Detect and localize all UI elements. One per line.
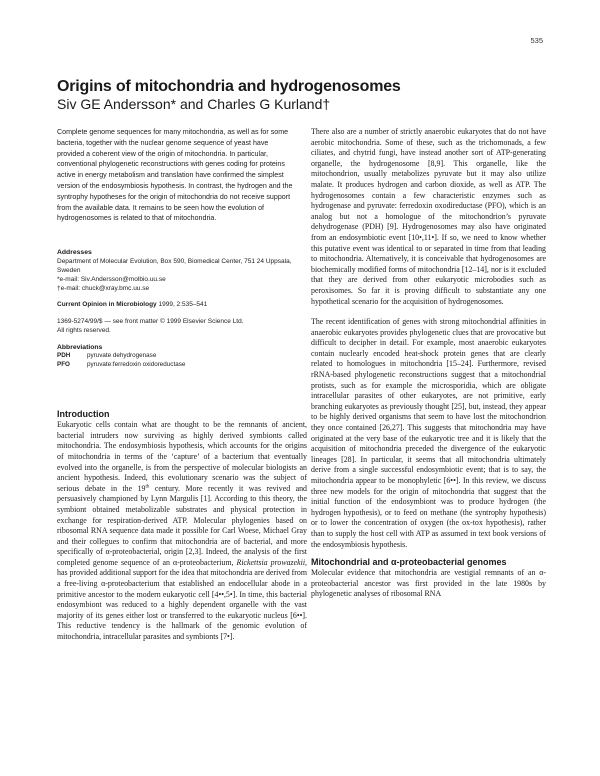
abbreviation-row [57, 361, 307, 370]
introduction-heading: Introduction [57, 409, 110, 420]
mitochondrial-genomes-heading: Mitochondrial and α-proteobacterial genomes [311, 557, 507, 568]
article-authors: Siv GE Andersson* and Charles G Kurland† [57, 96, 331, 112]
left-column [57, 127, 307, 643]
address-department: Department of Molecular Evolution, Box 590, Biomedical Center, 751 24 Uppsala, Sweden [57, 258, 292, 275]
email-first-author: *e-mail: Siv.Andersson@molbio.uu.se [57, 276, 166, 284]
journal-name: Current Opinion in Microbiology [57, 301, 157, 309]
email-second-author: †e-mail: chuck@xray.bmc.uu.se [57, 285, 150, 293]
abbreviation-key: PDH [57, 352, 71, 360]
journal-citation [57, 300, 307, 309]
abbreviation-value: pyruvate dehydrogenase [87, 352, 157, 360]
introduction-paragraph: Eukaryotic cells contain what are thought to be the remnants of ancient, bacterial intruders now surviving as highly derived symbionts called mitochondria. The endosymbiosis hypothesis, which accounts for the origins of mitochondria in terms of the ‘capture’ of a bacterium that eventually evolved into the organelle, is from the perspective of molecular biologists an ancient hypothesis. Indeed, this evolutionary scenario was the subject of serious debate in the 19th century. More recently it was revived and persuasively championed by Lynn Margulis [1]. According to this theory, the symbiont obtained metabolizable substrates and physical protection in exchange for respiration-derived ATP. Molecular phylogenies based on ribosomal RNA sequence data made it possible for Carl Woese, Michael Gray and their collegues to confirm that mitochondria are of bacterial, and more specifically of α-proteobacterial, origin [2,3]. Indeed, the analysis of the first completed genome sequence of an α-proteobacterium, Rickettsia prowazekii, has provided additional support for the idea that mitochondria are derived from a free-living α-proteobacterium that established an endocellular abode in a primitive ancestor to the modern eukaryotic cell [4••,5•]. In time, this bacterial endosymbiont was reduced to a highly dependent organelle with the vast majority of its genes either lost or transferred to the eukaryotic nucleus [6••]. This reductive tendency is the hallmark of the genomic evolution of mitochondria, intracellular parasites and symbionts [7•]. [57, 420, 308, 642]
abbreviation-key: PFO [57, 360, 70, 368]
mitochondrial-genomes-paragraph: Molecular evidence that mitochondria are vestigial remnants of an α-proteobacterial ancestor was first provided in the late 1980s by phylogenetic analyses of ribosomal RNA [311, 568, 546, 599]
phylogenetic-clues-paragraph: The recent identification of genes with strong mitochondrial affinities in anaerobic eukaryotes provides phylogenetic clues that are provocative but difficult to decipher in detail. For example, most anaerobic eukaryotes contain nuclearly encoded heat-shock protein genes that are clearly related to homologues in mitochondria [15–24]. Furthermore, revised rRNA-based phylogenetic reconstructions suggest that a mitochondrial protists, such as for example the microsporidia, which are obligate intracellular parasites of other eukaryotes, are not primitive, early branching eukaryotes as previously thought [25], but, instead, they appear to be highly derived organisms that seem to have lost the mitochondrion they once contained [26,27]. This suggests that mitochondria may have originated at the very base of the eukaryotic tree and it is likely that the acquisition of mitochondria preceded the divergence of the eukaryotic lineages [28]. In particular, it seems that all mitochondria ultimately derive from a single successful endosymbiotic event; that is to say, the mitochondria appear to be monophyletic [6••]. In this review, we discuss three new models for the origin of mitochondria that suggest that the initial function of the endosymbiont was to produce hydrogen (the hydrogen hypothesis), or to feed on methane (the syntrophy hypothesis) or to lower the concentration of oxygen (the ox-tox hypothesis), rather than to supply the host cell with ATP as assumed in text book versions of the endosymbiosis hypothesis. [311, 317, 546, 549]
article-title: Origins of mitochondria and hydrogenosomes [57, 78, 401, 95]
addresses-label: Addresses [57, 249, 92, 257]
abbreviations-label: Abbreviations [57, 344, 103, 352]
copyright-line-1: 1369-5274/99/$ — see front matter © 1999 Elsevier Science Ltd. [57, 318, 244, 326]
copyright-line-2: All rights reserved. [57, 327, 111, 335]
abstract: Complete genome sequences for many mitochondria, as well as for some bacteria, together with the nuclear genome sequence of yeast have provided a coherent view of the origin of mitochondria. In particular, conventional phylogenetic reconstructions with genes coding for proteins active in energy metabolism and translation have confirmed the simplest version of the endosymbiosis hypothesis. In contrast, the hydrogen and the syntrophy hypotheses for the origin of mitochondria do not receive support from the available data. It remains to be seen how the evolution of hydrogenosomes is related to that of mitochondria. [57, 128, 293, 223]
journal-info: 1999, 2:535–541 [156, 301, 208, 309]
hydrogenosome-paragraph: There also are a number of strictly anaerobic eukaryotes that do not have aerobic mitochondria. Some of these, such as the trichomonads, a few ciliates, and chytrid fungi, have instead another sort of ATP-generating organelle, the hydrogenosome [8,9]. This organelle, like the mitochondrion, usually metabolizes pyruvate but it may also utilize malate. It produces hydrogen and carbon dioxide, as well as ATP. The hydrogenosomes contain a few characteristic enzymes such as hydrogenase and pyruvate: ferredoxin oxodireductase (PFO), which is an analog but not a homologue of the mitochondrion’s pyruvate dehydrogenase (PDH) [9]. Hydrogenosomes may also have originated from an endosymbiotic event [10•,11•]. If so, we need to know whether this putative event was identical to or separated in time from that leading to mitochondria. Alternatively, it is conceivable that hydrogenosomes are biochemically modified forms of mitochondria [12–14], nor is it excluded that they are derived from other eukaryotic microbodies such as peroxisomes. So far it is proving difficult to substantiate any one hypothetical scenario for the acquisition of hydrogenosomes. [311, 127, 546, 306]
species-name: Rickettsia prowazekii [236, 557, 306, 567]
right-column [311, 127, 546, 600]
abbreviation-row [57, 352, 307, 361]
abbreviation-value: pyruvate:ferredoxin oxidoreductase [87, 360, 186, 368]
page-number: 535 [530, 36, 543, 45]
